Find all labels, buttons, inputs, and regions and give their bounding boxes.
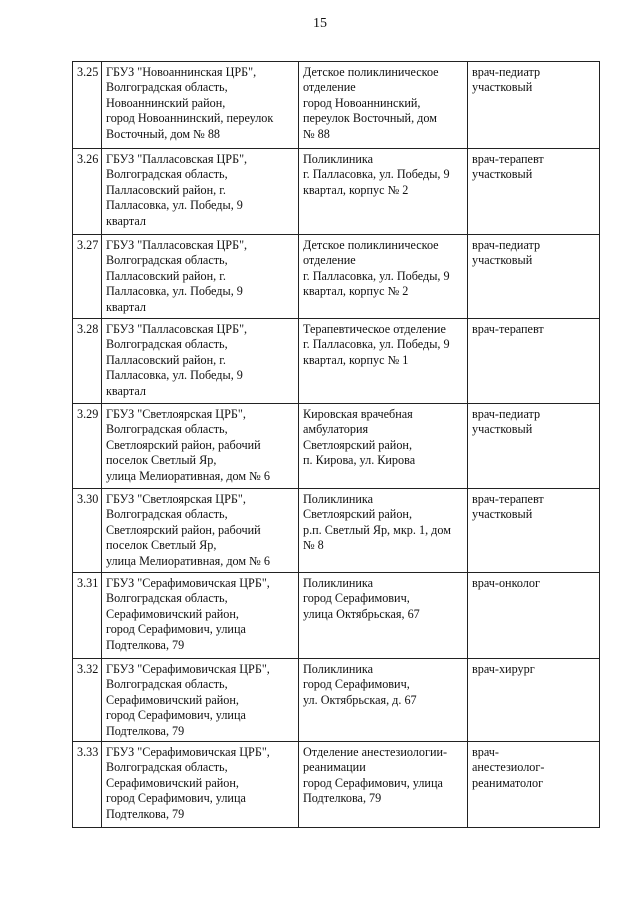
subdivision-cell: Детское поликлиническое отделение город Новоаннинский, переулок Восточный, дом № 88: [299, 62, 468, 149]
position-cell: врач- анестезиолог- реаниматолог: [468, 742, 600, 828]
table-row: [73, 149, 600, 235]
table-row: [73, 62, 600, 149]
position-cell: врач-педиатр участковый: [468, 62, 600, 149]
table-row: [73, 573, 600, 659]
row-number-cell: 3.30: [73, 489, 102, 573]
row-number-cell: 3.27: [73, 235, 102, 319]
row-number-cell: 3.25: [73, 62, 102, 149]
organization-cell: ГБУЗ "Серафимовичская ЦРБ", Волгоградская область, Серафимовичский район, город Серафимович, улица Подтелкова, 79: [102, 659, 299, 742]
position-cell: врач-педиатр участковый: [468, 235, 600, 319]
organization-cell: ГБУЗ "Светлоярская ЦРБ", Волгоградская область, Светлоярский район, рабочий поселок Светлый Яр, улица Мелиоративная, дом № 6: [102, 489, 299, 573]
organization-cell: ГБУЗ "Серафимовичская ЦРБ", Волгоградская область, Серафимовичский район, город Серафимович, улица Подтелкова, 79: [102, 742, 299, 828]
subdivision-cell: Поликлиника г. Палласовка, ул. Победы, 9 квартал, корпус № 2: [299, 149, 468, 235]
table-row: [73, 659, 600, 742]
position-cell: врач-педиатр участковый: [468, 404, 600, 489]
subdivision-cell: Кировская врачебная амбулатория Светлоярский район, п. Кирова, ул. Кирова: [299, 404, 468, 489]
row-number-cell: 3.26: [73, 149, 102, 235]
position-cell: врач-онколог: [468, 573, 600, 659]
organization-cell: ГБУЗ "Светлоярская ЦРБ", Волгоградская область, Светлоярский район, рабочий поселок Светлый Яр, улица Мелиоративная, дом № 6: [102, 404, 299, 489]
table-row: [73, 235, 600, 319]
subdivision-cell: Поликлиника Светлоярский район, р.п. Светлый Яр, мкр. 1, дом № 8: [299, 489, 468, 573]
row-number-cell: 3.32: [73, 659, 102, 742]
position-cell: врач-терапевт участковый: [468, 489, 600, 573]
table-row: [73, 319, 600, 404]
table-row: [73, 742, 600, 828]
table-row: [73, 489, 600, 573]
organization-cell: ГБУЗ "Палласовская ЦРБ", Волгоградская область, Палласовский район, г. Палласовка, ул. Победы, 9 квартал: [102, 319, 299, 404]
row-number-cell: 3.29: [73, 404, 102, 489]
position-cell: врач-терапевт: [468, 319, 600, 404]
page-number: 15: [313, 16, 327, 31]
organization-cell: ГБУЗ "Серафимовичская ЦРБ", Волгоградская область, Серафимовичский район, город Серафимович, улица Подтелкова, 79: [102, 573, 299, 659]
subdivision-cell: Отделение анестезиологии- реанимации город Серафимович, улица Подтелкова, 79: [299, 742, 468, 828]
row-number-cell: 3.31: [73, 573, 102, 659]
organization-cell: ГБУЗ "Палласовская ЦРБ", Волгоградская область, Палласовский район, г. Палласовка, ул. Победы, 9 квартал: [102, 149, 299, 235]
organization-cell: ГБУЗ "Палласовская ЦРБ", Волгоградская область, Палласовский район, г. Палласовка, ул. Победы, 9 квартал: [102, 235, 299, 319]
position-cell: врач-терапевт участковый: [468, 149, 600, 235]
subdivision-cell: Детское поликлиническое отделение г. Палласовка, ул. Победы, 9 квартал, корпус № 2: [299, 235, 468, 319]
position-cell: врач-хирург: [468, 659, 600, 742]
document-table: [72, 61, 600, 828]
subdivision-cell: Поликлиника город Серафимович, улица Октябрьская, 67: [299, 573, 468, 659]
organization-cell: ГБУЗ "Новоаннинская ЦРБ", Волгоградская область, Новоаннинский район, город Новоаннинский, переулок Восточный, дом № 88: [102, 62, 299, 149]
subdivision-cell: Поликлиника город Серафимович, ул. Октябрьская, д. 67: [299, 659, 468, 742]
table-row: [73, 404, 600, 489]
row-number-cell: 3.33: [73, 742, 102, 828]
row-number-cell: 3.28: [73, 319, 102, 404]
subdivision-cell: Терапевтическое отделение г. Палласовка, ул. Победы, 9 квартал, корпус № 1: [299, 319, 468, 404]
